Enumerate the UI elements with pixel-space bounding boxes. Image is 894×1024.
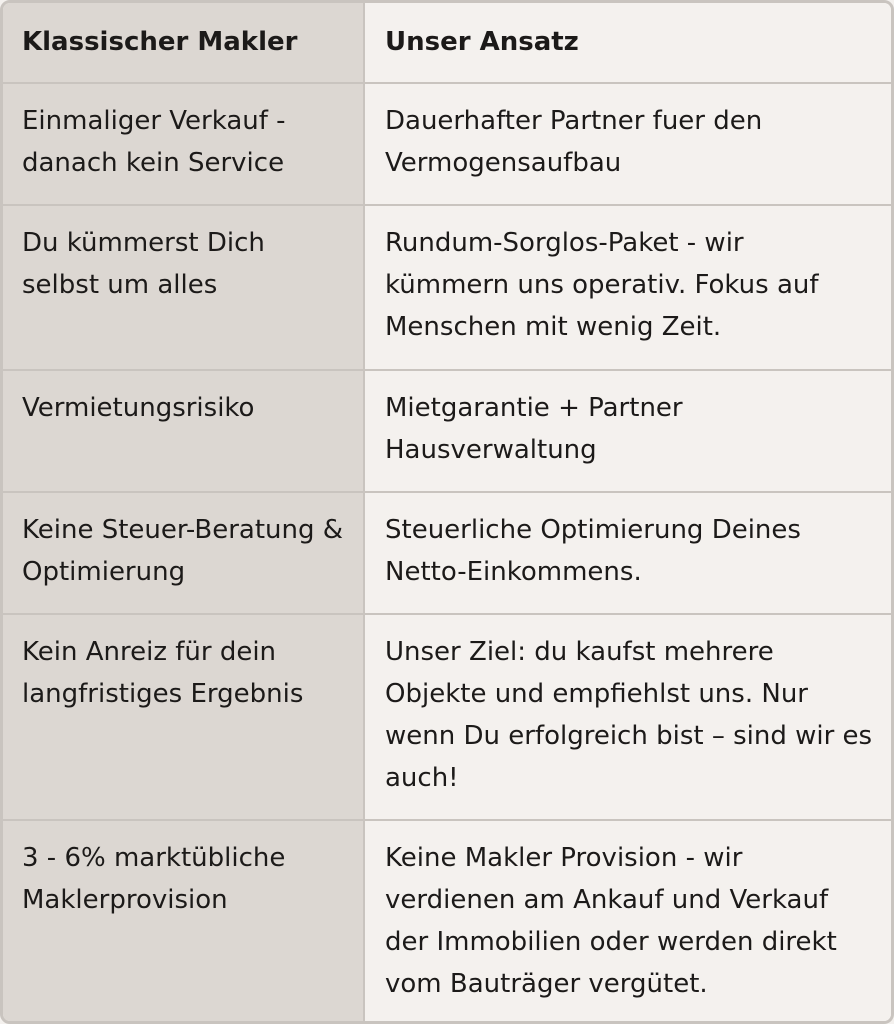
comparison-table [3, 3, 891, 1024]
table-row [3, 370, 891, 492]
table-header-row [3, 3, 891, 83]
classic-broker-cell: Du kümmerst Dich selbst um alles [3, 205, 364, 370]
classic-broker-cell: Vermietungsrisiko [3, 370, 364, 492]
classic-broker-cell: Einmaliger Verkauf - danach kein Service [3, 83, 364, 205]
our-approach-cell: Dauerhafter Partner fuer den Vermogensaufbau [364, 83, 891, 205]
our-approach-cell: Rundum-Sorglos-Paket - wir kümmern uns operativ. Fokus auf Menschen mit wenig Zeit. [364, 205, 891, 370]
our-approach-cell: Keine Makler Provision - wir verdienen am Ankauf und Verkauf der Immobilien oder werden direkt vom Bauträger vergütet. [364, 820, 891, 1024]
header-classic-broker: Klassischer Makler [3, 3, 364, 83]
classic-broker-cell: 3 - 6% marktübliche Maklerprovision [3, 820, 364, 1024]
our-approach-cell: Unser Ziel: du kaufst mehrere Objekte und empfiehlst uns. Nur wenn Du erfolgreich bist – sind wir es auch! [364, 614, 891, 820]
our-approach-cell: Mietgarantie + Partner Hausverwaltung [364, 370, 891, 492]
classic-broker-cell: Kein Anreiz für dein langfristiges Ergebnis [3, 614, 364, 820]
our-approach-cell: Steuerliche Optimierung Deines Netto-Einkommens. [364, 492, 891, 614]
table-row [3, 83, 891, 205]
table-row [3, 205, 891, 370]
table-row [3, 614, 891, 820]
table-row [3, 820, 891, 1024]
header-our-approach: Unser Ansatz [364, 3, 891, 83]
classic-broker-cell: Keine Steuer-Beratung & Optimierung [3, 492, 364, 614]
table-row [3, 492, 891, 614]
